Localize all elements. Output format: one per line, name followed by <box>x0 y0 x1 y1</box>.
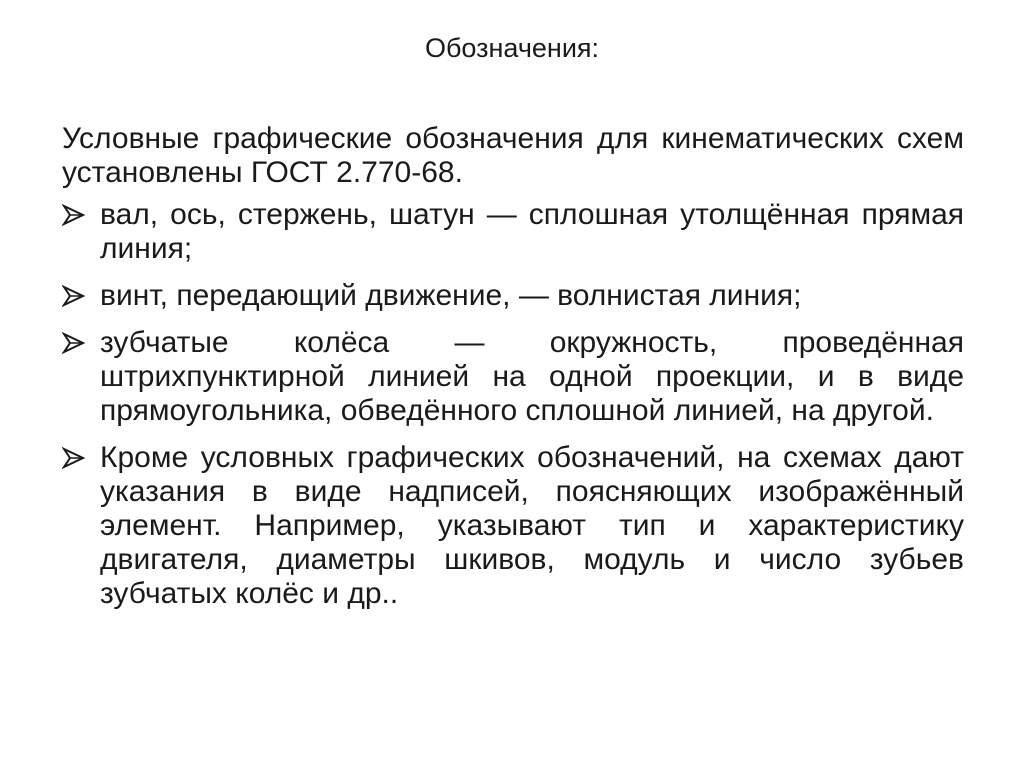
slide-title: Обозначения: <box>424 33 600 63</box>
bullet-text: зубчатые колёса — окружность, проведённая штрихпунктирной линией на одной проекции, и в виде прямоугольника, обведённого сплошной линией, на другой. <box>100 326 964 427</box>
arrowhead-bullet-icon <box>62 198 100 232</box>
intro-paragraph: Условные графические обозначения для кинематических схем установлены ГОСТ 2.770-68. <box>62 122 964 189</box>
bullet-item <box>62 279 964 313</box>
bullet-item <box>62 441 964 611</box>
bullet-text: Кроме условных графических обозначений, на схемах дают указания в виде надписей, поясняющих изображённый элемент. Например, указывают тип и характеристику двигателя, диаметры шкивов, модуль и число зубьев зубчатых колёс и др.. <box>100 441 964 610</box>
arrowhead-bullet-icon <box>62 279 100 313</box>
bullet-text: винт, передающий движение, — волнистая линия; <box>100 279 802 312</box>
arrowhead-bullet-icon <box>62 441 100 475</box>
bullet-item <box>62 326 964 428</box>
bullet-list <box>62 198 964 611</box>
slide-body <box>62 122 964 624</box>
bullet-item <box>62 198 964 266</box>
bullet-text: вал, ось, стержень, шатун — сплошная утолщённая прямая линия; <box>100 198 964 265</box>
arrowhead-bullet-icon <box>62 326 100 360</box>
